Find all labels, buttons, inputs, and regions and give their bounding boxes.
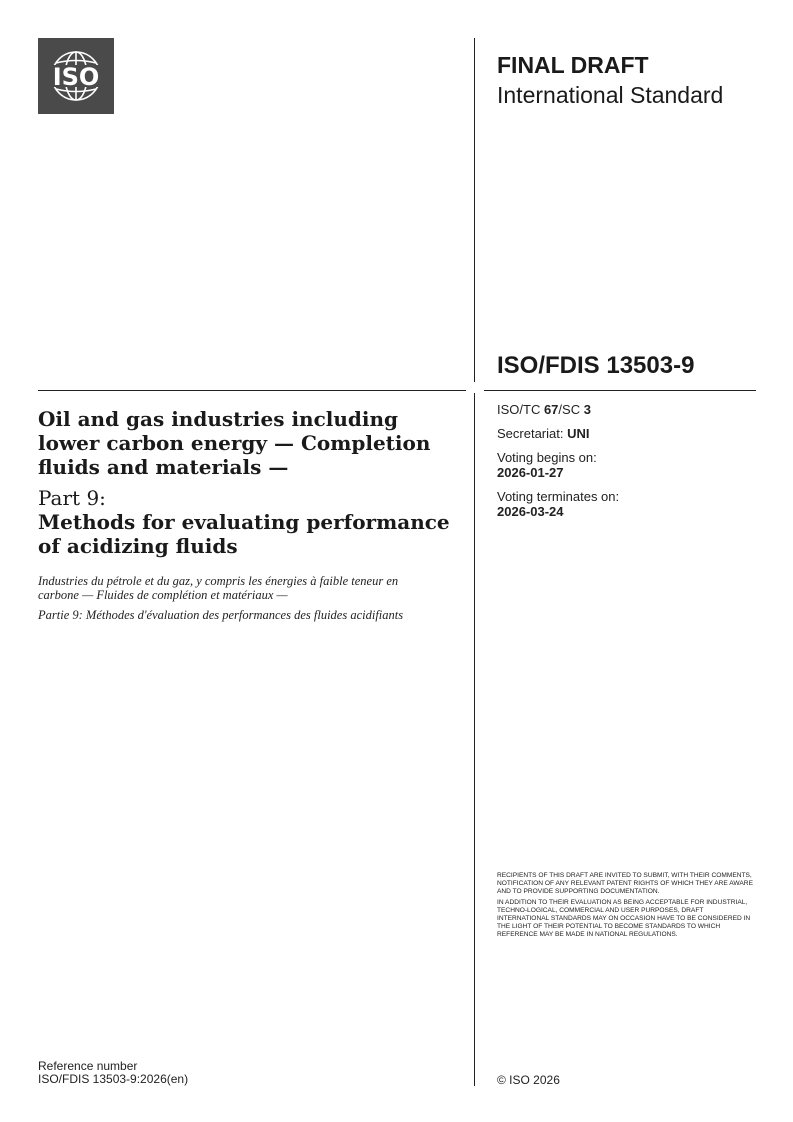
doc-category: International Standard <box>497 82 724 108</box>
copyright: © ISO 2026 <box>497 1073 560 1087</box>
title-block <box>38 407 458 622</box>
reference-value: ISO/FDIS 13503-9:2026(en) <box>38 1072 189 1086</box>
voting-terminates <box>497 489 757 519</box>
committee: ISO/TC 67/SC 3 <box>497 402 591 417</box>
voting-begins-date: 2026-01-27 <box>497 465 564 480</box>
sc-number: 3 <box>583 402 591 417</box>
vertical-divider-bottom <box>474 393 475 1086</box>
voting-begins-label: Voting begins on: <box>497 450 597 465</box>
document-number: ISO/FDIS 13503-9 <box>497 352 695 379</box>
horizontal-divider-right <box>484 390 756 391</box>
part-number: Part 9: <box>38 486 106 510</box>
draft-notice <box>497 872 755 942</box>
main-title: Oil and gas industries including lower carbon energy — Completion fluids and materials — <box>38 407 431 479</box>
vertical-divider-top <box>474 38 475 382</box>
tc-number: 67 <box>543 402 559 417</box>
document-metadata <box>497 402 757 528</box>
voting-terminates-date: 2026-03-24 <box>497 504 564 519</box>
secretariat-value: UNI <box>567 426 590 441</box>
reference-number <box>38 1060 188 1086</box>
french-main-title: Industries du pétrole et du gaz, y compris les énergies à faible teneur en carbone — Fluides de complétion et matériaux — <box>38 574 399 602</box>
voting-terminates-label: Voting terminates on: <box>497 489 620 504</box>
reference-label: Reference number <box>38 1059 138 1073</box>
iso-logo-text: ISO <box>52 63 100 91</box>
document-type <box>497 50 757 110</box>
iso-logo <box>38 38 114 114</box>
doc-stage: FINAL DRAFT <box>497 52 649 78</box>
voting-begins <box>497 450 757 480</box>
globe-icon <box>38 38 114 114</box>
french-part-title: Partie 9: Méthodes d'évaluation des performances des fluides acidifiants <box>38 608 404 622</box>
notice-patent: RECIPIENTS OF THIS DRAFT ARE INVITED TO SUBMIT, WITH THEIR COMMENTS, NOTIFICATION OF ANY RELEVANT PATENT RIGHTS OF WHICH THEY ARE AWARE AND TO PROVIDE SUPPORTING DOCUMENTATION. <box>497 872 753 895</box>
secretariat: Secretariat: UNI <box>497 426 590 441</box>
notice-evaluation: IN ADDITION TO THEIR EVALUATION AS BEING ACCEPTABLE FOR INDUSTRIAL, TECHNO-LOGICAL, COMMERCIAL AND USER PURPOSES, DRAFT INTERNATIONAL STANDARDS MAY ON OCCASION HAVE TO BE CONSIDERED IN THE LIGHT OF THEIR POTENTIAL TO BECOME STANDARDS TO WHICH REFERENCE MAY BE MADE IN NATIONAL REGULATIONS. <box>497 899 751 938</box>
horizontal-divider-left <box>38 390 466 391</box>
part-title: Methods for evaluating performance of acidizing fluids <box>38 510 450 558</box>
